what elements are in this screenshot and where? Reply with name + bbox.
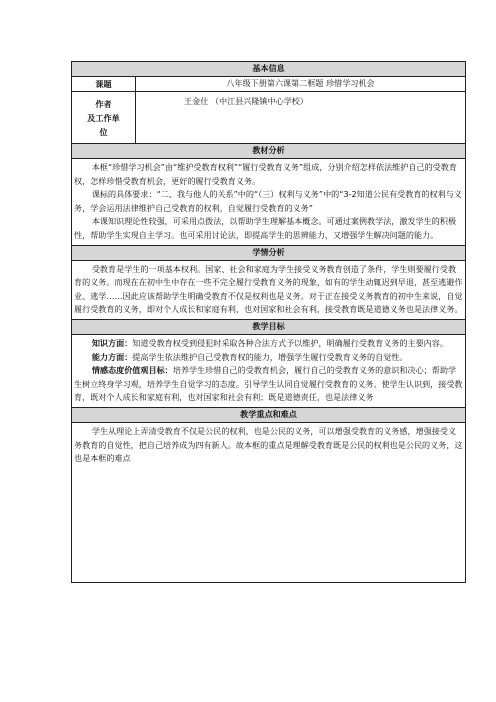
teaching-goals-cell [72, 334, 466, 407]
knowledge-goal [74, 337, 463, 351]
section-header-student: 学情分析 [72, 245, 466, 260]
section-header-basic: 基本信息 [72, 62, 466, 77]
emotion-goal-text: 培养学生珍惜自己的受教育机会，履行自己的受教育义务的意识和决心；帮助学生树立终身学习观，培养学生自觉学习的态度。引导学生认同自觉履行受教育的义务。使学生认识到，接受教育，既对个人成长和家庭有利，也对国家和社会有利；既是道德责任，也是法律义务 [74, 365, 463, 403]
section-header-key: 教学重点和难点 [72, 407, 466, 422]
key-points-cell [72, 422, 466, 582]
student-paragraph-1: 受教育是学生的一项基本权利。国家、社会和家庭为学生接受义务教育创造了条件，学生则要履行受教育的义务。而现在在初中生中存在一些不完全履行受教育义务的现象，如有的学生动辄迟到早退，甚至逃避作业、逃学……因此应该帮助学生明确受教育不仅是权利也是义务。对于正在接受义务教育的初中生来说，自觉履行受教育的义务，即对个人成长和家庭有利，也对国家和社会有利，接受教育既是道德义务也是法律义务。 [74, 263, 463, 315]
analysis-paragraph-1: 本框“珍惜学习机会”由“维护受教育权利”“履行受教育义务”组成，分别介绍怎样依法维护自己的受教育权，怎样珍惜受教育机会，更好的履行受教育义务。 [74, 162, 457, 186]
student-analysis-cell [72, 260, 466, 319]
analysis-paragraph-2: 课标的具体要求：“二、我与他人的关系”中的“（三）权利与义务”中的“3-2知道公民有受教育的权利与义务，学会运用法律维护自己受教育的权利，自觉履行受教育的义务” [74, 189, 462, 213]
emotion-goal [74, 364, 463, 405]
emotion-goal-label: 情感态度价值观目标： [91, 365, 173, 376]
author-label: 作者 及工作单 位 [72, 92, 136, 144]
analysis-paragraph-3: 本课知识理论性较强，可采用点拨法，以帮助学生理解基本概念。可通过案例教学法，激发学生的积极性，帮助学生实现自主学习。也可采用讨论法，即提高学生的思辨能力，又增强学生解决问题的能力。 [74, 216, 457, 240]
knowledge-goal-text: 知道受教育权受到侵犯时采取各种合法方式予以维护，明确履行受教育义务的主要内容。 [132, 337, 448, 348]
ability-goal-text: 提高学生依法维护自己受教育权的能力，增强学生履行受教育义务的自觉性。 [132, 351, 408, 362]
textbook-analysis-cell [72, 159, 466, 246]
topic-value: 八年级下册第六课第二框题 珍惜学习机会 [136, 77, 466, 92]
topic-label: 课题 [72, 77, 136, 92]
author-value: 王金仕 （中江县兴隆镇中心学校） [136, 92, 466, 144]
knowledge-goal-label: 知识方面： [91, 337, 133, 348]
section-header-analysis: 教材分析 [72, 144, 466, 159]
ability-goal-label: 能力方面： [91, 351, 133, 362]
ability-goal [74, 351, 463, 365]
lesson-plan-table [71, 61, 466, 583]
key-paragraph-1: 学生从理论上弄清受教育不仅是公民的权利，也是公民的义务，可以增强受教育的义务感，增强接受义务教育的自觉性，把自己培养成为四有新人。故本框的重点是理解受教育既是公民的权利也是公民的义务，这也是本框的难点 [74, 425, 463, 464]
section-header-goal: 教学目标 [72, 319, 466, 334]
